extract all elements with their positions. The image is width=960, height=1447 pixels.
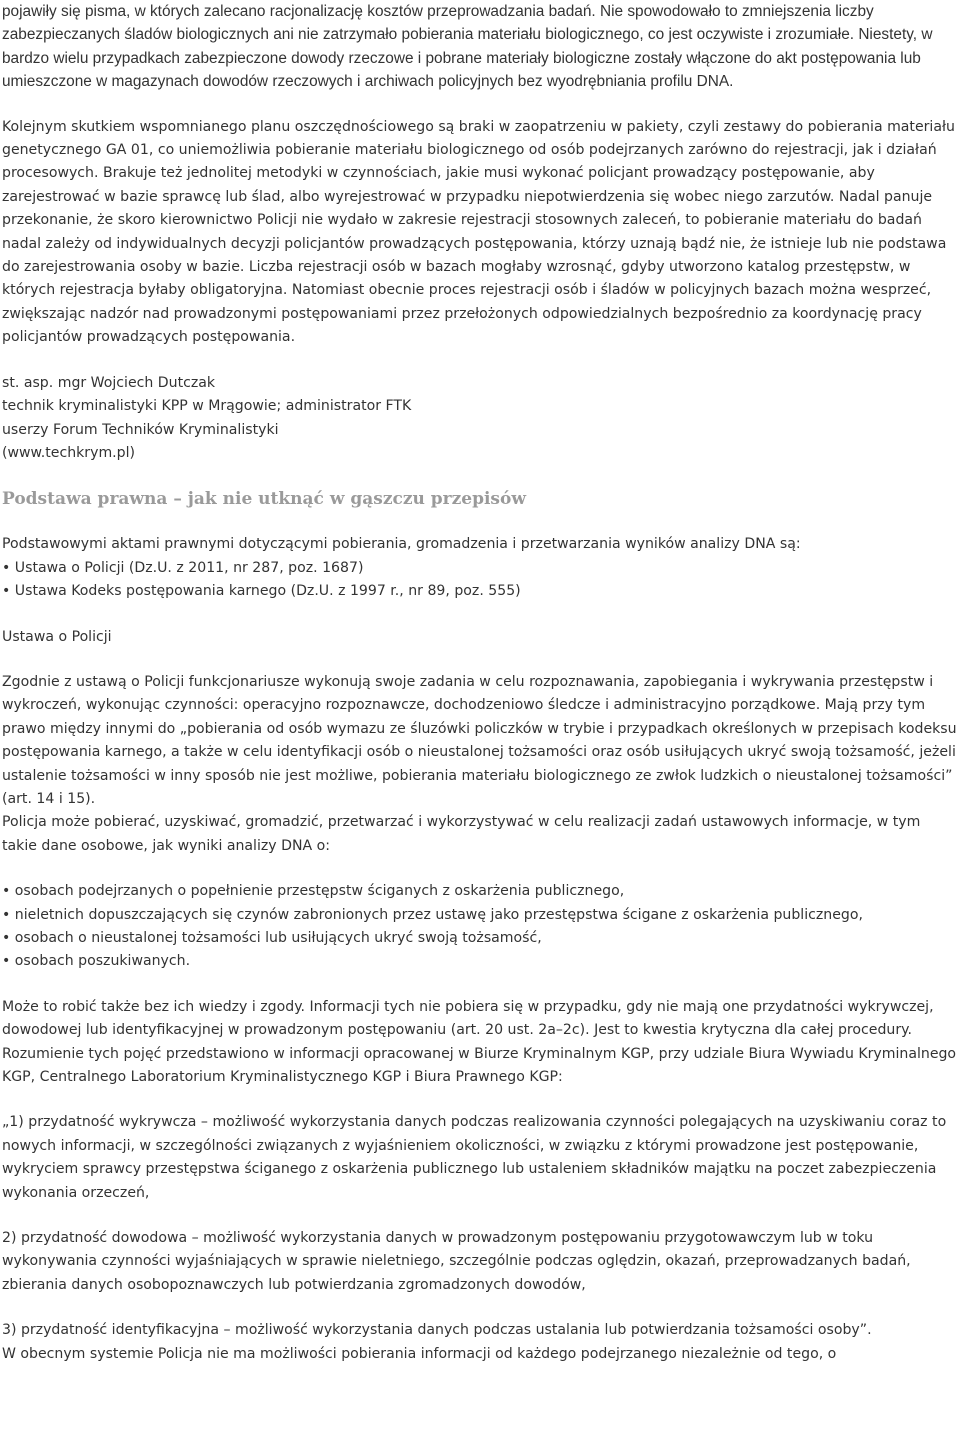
signature-line: (www.techkrym.pl) bbox=[2, 444, 136, 461]
paragraph-zgodnie: Zgodnie z ustawą o Policji funkcjonariusze wykonują swoje zadania w celu rozpoznawania, zapobiegania i wykrywania przestępstw i wykroczeń, wykonując czynności: operacyjno rozpoznawcze, dochodzeniowo śledcze i administracyjno porządkowe. Mają przy tym prawo między innymi do „pobierania od osób wymazu ze śluzówki policzków w trybie i przypadkach określonych w przepisach kodeksu postępowania karnego, a także w celu identyfikacji osób o nieustalonej tożsamości oraz osób usiłujących ukryć swoją tożsamość, jeżeli ustalenie tożsamości w inny sposób nie jest możliwe, pobierania materiału biologicznego ze zwłok ludzkich o nieustalonej tożsamości” (art. 14 i 15). bbox=[2, 673, 957, 807]
list-item: • osobach o nieustalonej tożsamości lub usiłujących ukryć swoją tożsamość, bbox=[2, 927, 958, 950]
list-item: • nieletnich dopuszczających się czynów zabronionych przez ustawę jako przestępstwa ścigane z oskarżenia publicznego, bbox=[2, 904, 958, 927]
paragraph-moze: Może to robić także bez ich wiedzy i zgody. Informacji tych nie pobiera się w przypadku, gdy nie mają one przydatności wykrywczej, dowodowej lub identyfikacyjnej w prowadzonym postępowaniu (art. 20 ust. 2a–2c). Jest to kwestia krytyczna dla całej procedury. Rozumienie tych pojęć przedstawiono w informacji opracowanej w Biurze Kryminalnym KGP, przy udziale Biura Wywiadu Kryminalnego KGP, Centralnego Laboratorium Kryminalistycznego KGP i Biura Prawnego KGP: bbox=[2, 998, 957, 1086]
definition-1: „1) przydatność wykrywcza – możliwość wykorzystania danych podczas realizowania czynności polegających na uzyskiwaniu coraz to nowych informacji, w szczególności związanych z wyjaśnieniem okoliczności, w związku z którymi prowadzone jest postępowanie, wykryciem sprawcy przestępstwa ściganego z oskarżenia publicznego lub ustaleniem składników majątku na poczet zabezpieczenia wykonania orzeczeń, bbox=[2, 1114, 947, 1201]
paragraph-last: W obecnym systemie Policja nie ma możliwości pobierania informacji od każdego podejrzanego niezależnie od tego, o bbox=[2, 1345, 837, 1362]
list-item: • osobach poszukiwanych. bbox=[2, 950, 958, 973]
definition-3: 3) przydatność identyfikacyjna – możliwość wykorzystania danych podczas ustalania lub potwierdzania tożsamości osoby”. bbox=[2, 1322, 872, 1339]
acts-block bbox=[2, 533, 958, 603]
acts-list-item: • Ustawa o Policji (Dz.U. z 2011, nr 287, poz. 1687) bbox=[2, 557, 958, 580]
signature-line: technik kryminalistyki KPP w Mrągowie; administrator FTK bbox=[2, 398, 412, 415]
definition-2: 2) przydatność dowodowa – możliwość wykorzystania danych w prowadzonym postępowaniu przygotowawczym lub w toku wykonywania czynności wyjaśniających w sprawie nieletniego, szczególnie podczas oględzin, okazań, przeprowadzanych badań, zbierania danych osobopoznawczych lub potwierdzania zgromadzonych dowodów, bbox=[2, 1230, 911, 1293]
author-signature bbox=[2, 372, 958, 466]
paragraph-kolejnym: Kolejnym skutkiem wspomnianego planu oszczędnościowego są braki w zaopatrzeniu w pakiety, czyli zestawy do pobierania materiału genetycznego GA 01, co uniemożliwia pobieranie materiału biologicznego od osób podejrzanych zarówno do rejestracji, jak i działań procesowych. Brakuje też jednolitej metodyki w czynnościach, jakie musi wykonać policjant prowadzący postępowanie, aby zarejestrować w bazie sprawcę lub ślad, albo wyrejestrować w przypadku niepotwierdzenia się wobec niego zarzutów. Nadal panuje przekonanie, że skoro kierownictwo Policji nie wydało w zakresie rejestracji stosownych zaleceń, to pobieranie materiału do badań nadal zależy od indywidualnych decyzji policjantów prowadzących postępowania, którzy uznają bądź nie, że istnieje lub nie podstawa do zarejestrowania osoby w bazie. Liczba rejestracji osób w bazach mogłaby wzrosnąć, gdyby utworzono katalog przestępstw, w których rejestracja byłaby obligatoryjna. Natomiast obecnie proces rejestracji osób i śladów w policyjnych bazach można wesprzeć, zwiększając nadzór nad prowadzonymi postępowaniami przez przełożonych odpowiedzialnych bezpośrednio za koordynację pracy policjantów prowadzących postępowania. bbox=[2, 118, 955, 346]
dna-list bbox=[2, 880, 958, 974]
signature-line: userzy Forum Techników Kryminalistyki bbox=[2, 421, 279, 438]
section-heading: Podstawa prawna – jak nie utknąć w gąszczu przepisów bbox=[2, 489, 526, 510]
acts-intro: Podstawowymi aktami prawnymi dotyczącymi pobierania, gromadzenia i przetwarzania wyników analizy DNA są: bbox=[2, 536, 801, 553]
signature-line: st. asp. mgr Wojciech Dutczak bbox=[2, 374, 216, 391]
intro-paragraph: pojawiły się pisma, w których zalecano racjonalizację kosztów przeprowadzania badań. Nie spowodowało to zmniejszenia liczby zabezpieczanych śladów biologicznych ani nie zatrzymało pobierania materiału biologicznego, co jest oczywiste i zrozumiałe. Niestety, w bardzo wielu przypadkach zabezpieczone dowody rzeczowe i pobrane materiały biologiczne zostały włączone do akt postępowania lub umieszczone w magazynach dowodów rzeczowych i archiwach policyjnych bez wyodrębniania profilu DNA. bbox=[2, 3, 933, 91]
list-item: • osobach podejrzanych o popełnienie przestępstw ściganych z oskarżenia publicznego, bbox=[2, 880, 958, 903]
paragraph-policja: Policja może pobierać, uzyskiwać, gromadzić, przetwarzać i wykorzystywać w celu realizacji zadań ustawowych informacje, w tym takie dane osobowe, jak wyniki analizy DNA o: bbox=[2, 814, 921, 854]
subheading-ustawa-o-policji: Ustawa o Policji bbox=[2, 628, 112, 645]
acts-list-item: • Ustawa Kodeks postępowania karnego (Dz.U. z 1997 r., nr 89, poz. 555) bbox=[2, 580, 958, 603]
